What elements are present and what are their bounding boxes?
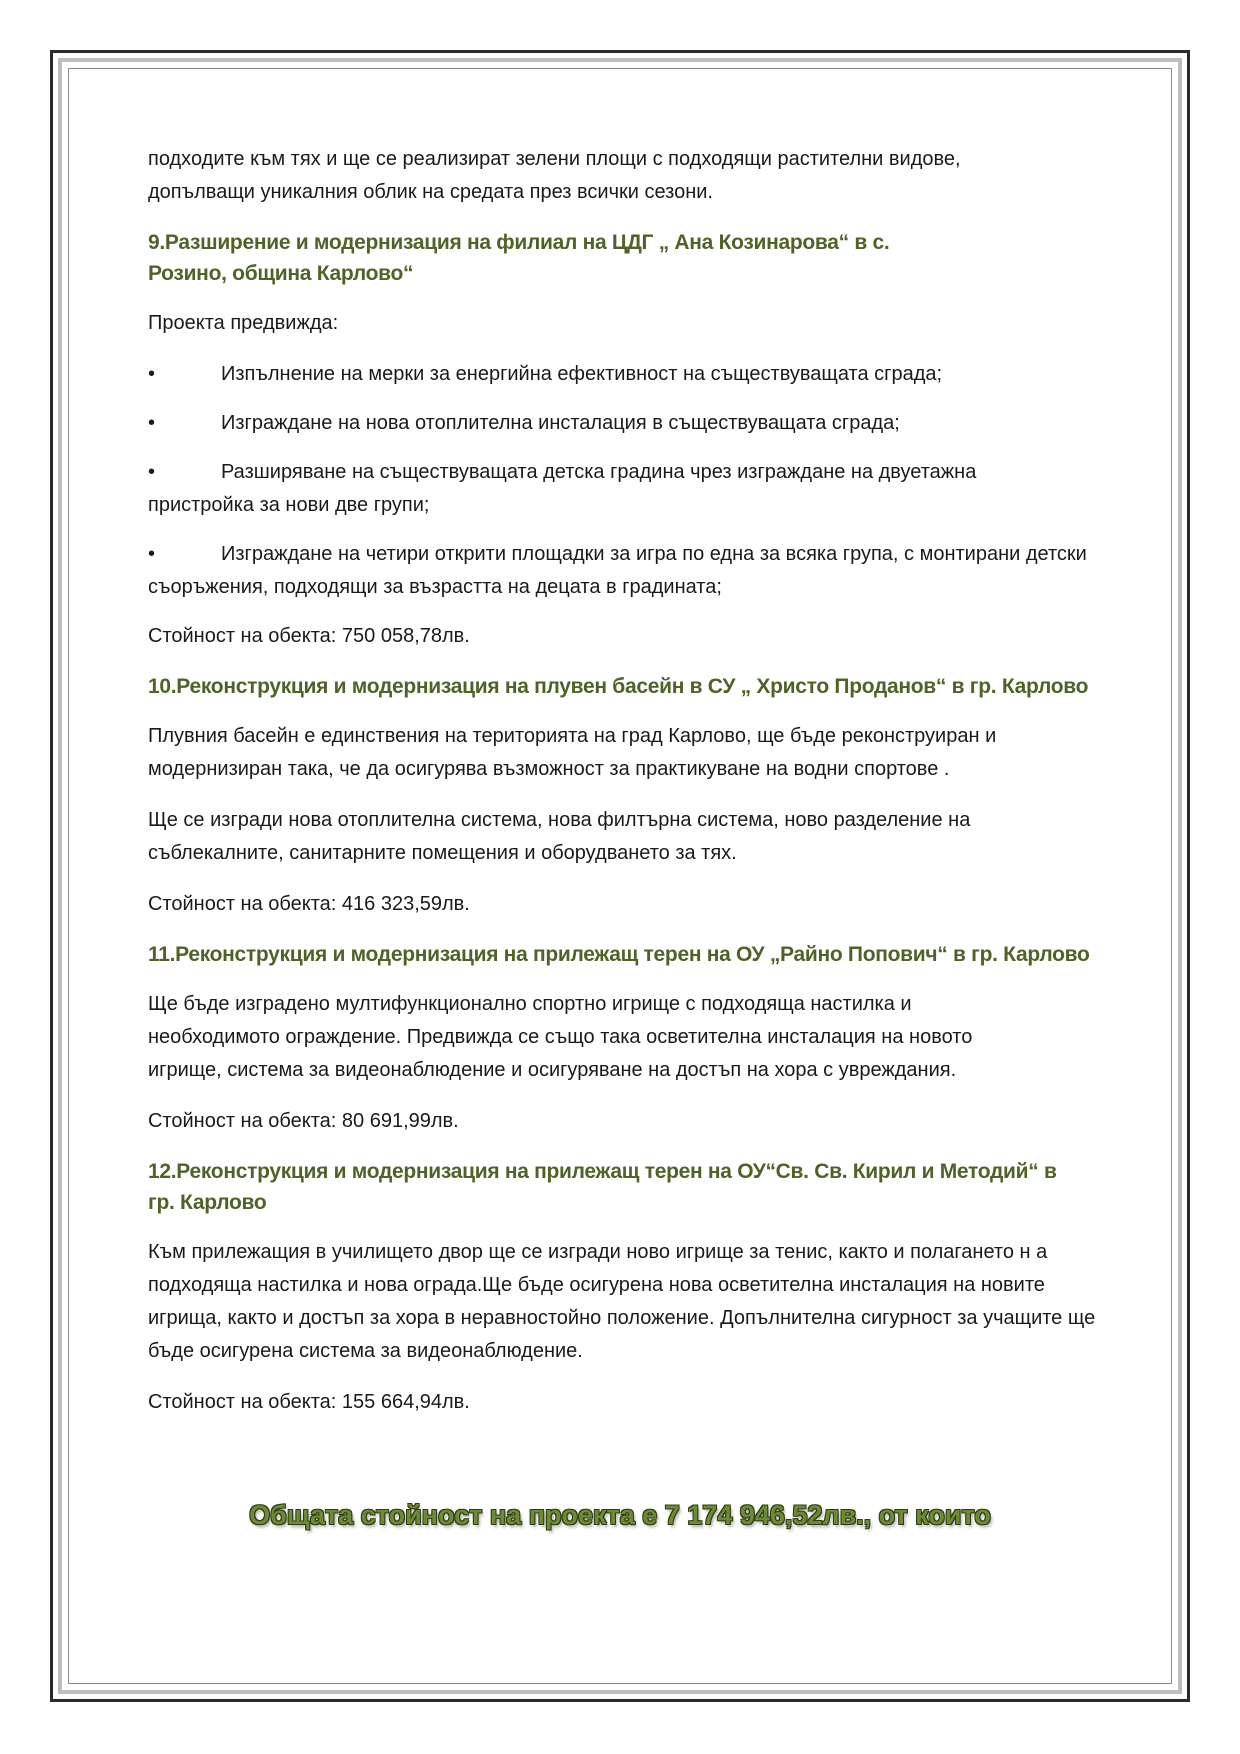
bullet-text: Изграждане на нова отоплителна инсталация в съществуващата сграда; (221, 412, 900, 434)
section-12-paragraph: Към прилежащия в училището двор ще се изгради ново игрище за тенис, както и полагането н а подходяща настилка и нова ограда.Ще бъде осигурена нова осветителна инсталация на новите игрища, както и достъп за хора в неравностойно положение. Допълнителна сигурност за учащите ще бъде осигурена система за видеонаблюдение. (148, 1241, 1096, 1362)
bullet-item (148, 538, 1088, 604)
section-9-heading: 9.Разширение и модернизация на филиал на ЦДГ „ Ана Козинарова“ в с. Розино, община Карлово“ (148, 231, 890, 285)
bullet-text: Разширяване на съществуващата детска градина чрез изграждане на двуетажна пристройка за нови две групи; (148, 461, 977, 516)
section-12-heading: 12.Реконструкция и модернизация на прилежащ терен на ОУ“Св. Св. Кирил и Методий“ в гр. Карлово (148, 1160, 1057, 1214)
document-body (148, 143, 1098, 1437)
section-10-paragraph: Плувния басейн е единствения на територията на град Карлово, ще бъде реконструиран и модернизиран така, че да осигурява възможност за практикуване на водни спортове . (148, 725, 997, 780)
section-9-lead: Проекта предвижда: (148, 312, 339, 334)
total-value-banner: Общата стойност на проекта е 7 174 946,52лв., от които (249, 1500, 991, 1530)
bullet-item (148, 407, 1098, 440)
section-12-value: Стойност на обекта: 155 664,94лв. (148, 1391, 470, 1413)
bullet-text: Изпълнение на мерки за енергийна ефективност на съществуващата сграда; (221, 363, 943, 385)
section-10-value: Стойност на обекта: 416 323,59лв. (148, 893, 470, 915)
section-11-heading: 11.Реконструкция и модернизация на прилежащ терен на ОУ „Райно Попович“ в гр. Карлово (148, 943, 1090, 966)
intro-line: допълващи уникалния облик на средата през всички сезони. (148, 181, 713, 203)
section-10-heading: 10.Реконструкция и модернизация на плувен басейн в СУ „ Христо Проданов“ в гр. Карлово (148, 675, 1089, 698)
bullet-symbol: • (148, 412, 156, 434)
bullet-symbol: • (148, 543, 156, 565)
intro-line: подходите към тях и ще се реализират зелени площи с подходящи растителни видове, (148, 148, 961, 170)
bullet-item (148, 358, 1098, 391)
section-9-value: Стойност на обекта: 750 058,78лв. (148, 625, 470, 647)
section-10-paragraph: Ще се изгради нова отоплителна система, нова филтърна система, ново разделение на съблекалните, санитарните помещения и оборудването за тях. (148, 809, 971, 864)
intro-paragraph (148, 143, 1098, 209)
section-11-value: Стойност на обекта: 80 691,99лв. (148, 1110, 459, 1132)
bullet-symbol: • (148, 363, 156, 385)
bullet-text: Изграждане на четири открити площадки за игра по една за всяка група, с монтирани детски съоръжения, подходящи за възрастта на децата в градината; (148, 543, 1087, 598)
bullet-symbol: • (148, 461, 156, 483)
section-11-paragraph: Ще бъде изградено мултифункционално спортно игрище с подходяща настилка и необходимото ограждение. Предвижда се също така осветителна инсталация на новото игрище, система за видеонаблюдение и осигуряване на достъп на хора с увреждания. (148, 993, 973, 1081)
bullet-item (148, 456, 1028, 522)
